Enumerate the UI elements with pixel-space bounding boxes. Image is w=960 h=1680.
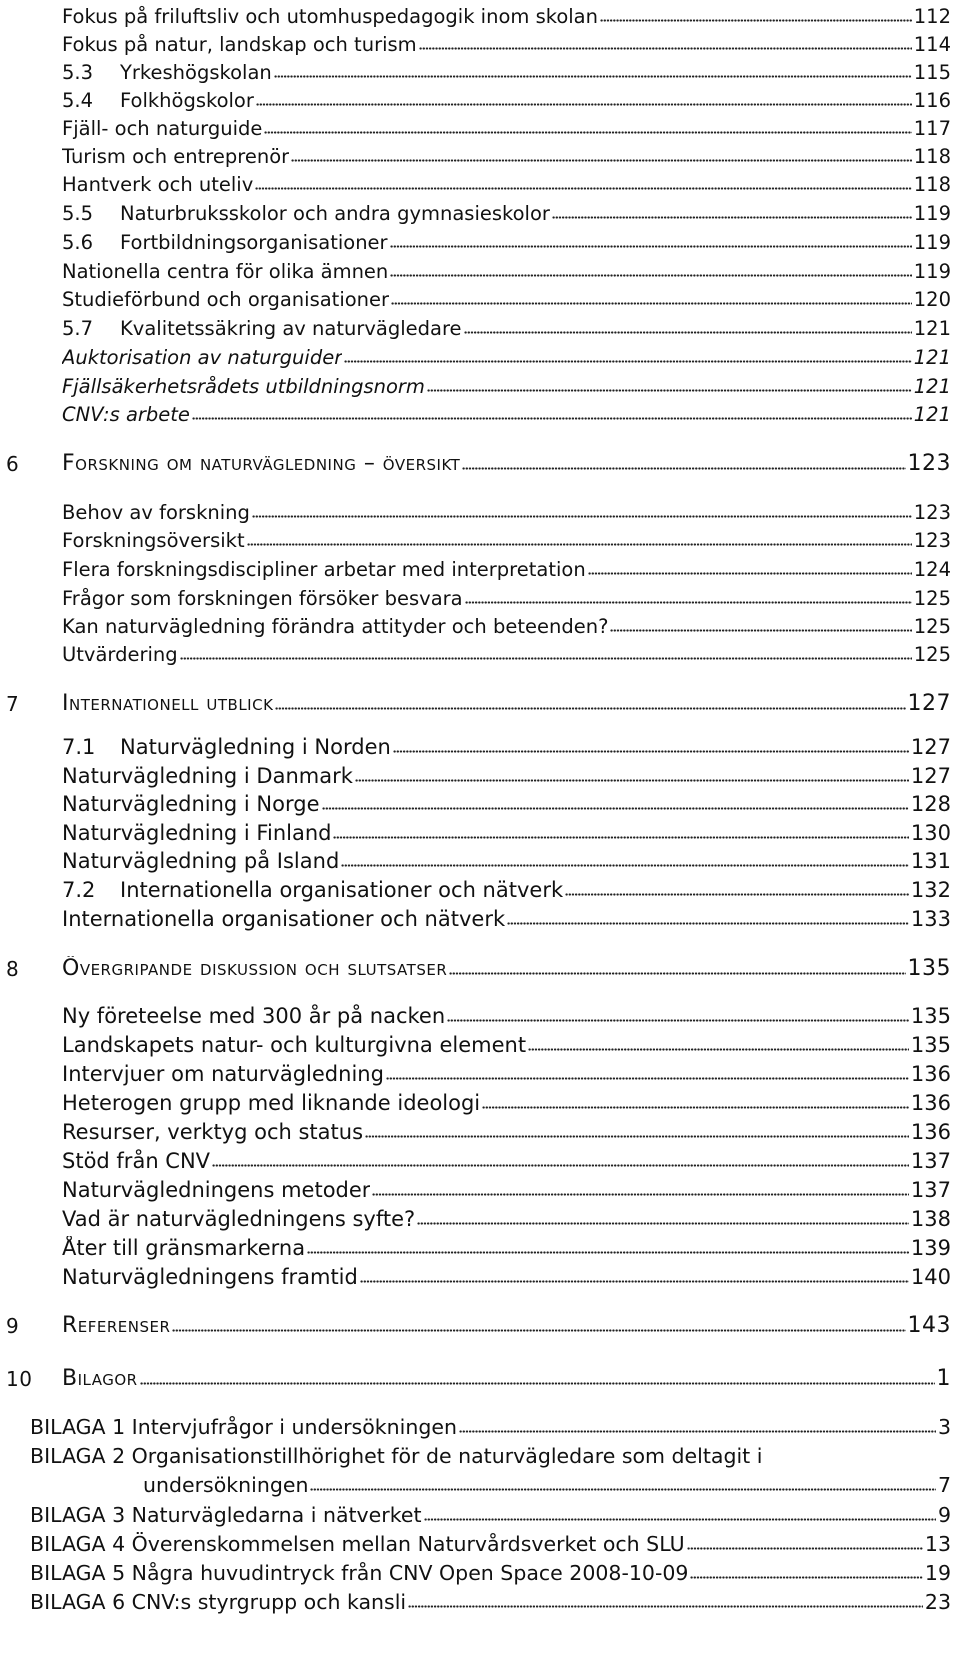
toc-entry-page: 131 (910, 849, 951, 873)
dot-leader (465, 601, 912, 604)
toc-entry-title: Naturvägledning i Danmark (62, 764, 353, 788)
toc-entry-leader (62, 1366, 937, 1395)
toc-entry-page: 125 (913, 643, 951, 666)
dot-leader (274, 75, 912, 78)
toc-entry-title: Yrkeshögskolan (120, 61, 272, 84)
toc-entry-page: 137 (910, 1149, 951, 1173)
toc-entry-leader (120, 878, 911, 906)
dot-leader (424, 1518, 936, 1521)
toc-entry-number: 7 (6, 692, 20, 716)
toc-entry-title: Folkhögskolor (120, 89, 254, 112)
toc-entry-page: 133 (910, 907, 951, 931)
toc-entry-page: 123 (913, 501, 951, 524)
toc-entry-number: 7.1 (62, 735, 96, 759)
toc-entry-number: 8 (6, 957, 20, 981)
toc-entry-title: Kan naturvägledning förändra attityder och beteenden? (62, 615, 609, 638)
toc-entry[interactable] (0, 197, 960, 229)
dot-leader (565, 893, 909, 896)
dot-leader (172, 1329, 905, 1332)
dot-leader (180, 657, 912, 660)
toc-entry-title: Ny företeelse med 300 år på nacken (62, 1004, 446, 1028)
toc-entry-title: Internationella organisationer och nätverk (62, 907, 506, 931)
toc-entry-page: 116 (913, 89, 951, 112)
toc-entry-leader (62, 558, 914, 585)
dot-leader (459, 1430, 936, 1433)
toc-entry[interactable] (0, 638, 960, 670)
toc-entry-title: Behov av forskning (62, 501, 250, 524)
toc-entry-page: 7 (937, 1473, 951, 1497)
toc-entry-title: Fjäll- och naturguide (62, 117, 263, 140)
toc-entry-leader (30, 1532, 925, 1560)
dot-leader (310, 1488, 936, 1491)
toc-entry-page: 130 (910, 821, 951, 845)
toc-entry-title: Turism och entreprenör (62, 145, 290, 168)
toc-entry-title: BILAGA 6 CNV:s styrgrupp och kansli (30, 1590, 407, 1614)
toc-entry-page: 121 (913, 346, 951, 369)
toc-entry-title: Resurser, verktyg och status (62, 1120, 364, 1144)
toc-entry-leader (62, 1178, 911, 1206)
toc-entry[interactable] (0, 168, 960, 200)
toc-entry[interactable] (0, 1087, 960, 1119)
toc-entry[interactable] (0, 1029, 960, 1061)
toc-entry-title: BILAGA 3 Naturvägledarna i nätverket (30, 1503, 422, 1527)
toc-entry-leader (62, 1236, 911, 1264)
toc-entry-page: 128 (910, 792, 951, 816)
toc-entry-title: Internationella organisationer och nätverk (120, 878, 564, 902)
toc-entry[interactable] (0, 1145, 960, 1177)
dot-leader (344, 360, 912, 363)
toc-entry-number: 5.7 (62, 317, 94, 340)
toc-entry-title: Bilagor (62, 1366, 138, 1391)
toc-entry[interactable] (0, 1499, 960, 1531)
toc-entry-leader (120, 202, 914, 229)
dot-leader (417, 1222, 909, 1225)
toc-entry-page: 139 (910, 1236, 951, 1260)
dot-leader (192, 417, 912, 420)
toc-entry-title: BILAGA 5 Några huvudintryck från CNV Open Space 2008-10-09 (30, 1561, 689, 1585)
toc-entry-number: 7.2 (62, 878, 96, 902)
toc-entry-leader (30, 1415, 938, 1443)
toc-entry-title: Naturvägledning i Norden (120, 735, 391, 759)
toc-entry-title: Forskningsöversikt (62, 529, 245, 552)
dot-leader (462, 467, 905, 470)
dot-leader (264, 131, 911, 134)
toc-entry-title: Vad är naturvägledningens syfte? (62, 1207, 416, 1231)
dot-leader (212, 1164, 909, 1167)
dot-leader (391, 302, 912, 305)
toc-entry-title: CNV:s arbete (62, 403, 190, 426)
toc-entry[interactable] (0, 1261, 960, 1293)
toc-entry[interactable] (0, 1469, 960, 1501)
toc-entry-leader (120, 735, 911, 763)
toc-entry[interactable] (0, 1310, 960, 1342)
dot-leader (386, 1077, 909, 1080)
toc-entry-title: Forskning om naturvägledning – översikt (62, 451, 461, 476)
toc-entry-page: 136 (910, 1120, 951, 1144)
toc-entry-leader (62, 792, 911, 820)
toc-entry[interactable] (0, 1557, 960, 1589)
toc-entry-number: 5.5 (62, 202, 94, 225)
toc-entry-page: 135 (907, 956, 951, 981)
dot-leader (255, 187, 912, 190)
toc-entry-page: 114 (913, 33, 951, 56)
toc-entry-leader (62, 907, 911, 935)
dot-leader (360, 1280, 909, 1283)
toc-entry-title: Stöd från CNV (62, 1149, 211, 1173)
toc-entry-page: 127 (910, 735, 951, 759)
toc-entry[interactable] (0, 1203, 960, 1235)
toc-entry[interactable] (0, 845, 960, 877)
toc-entry-page: 123 (913, 529, 951, 552)
toc-entry-leader (120, 231, 914, 258)
toc-entry-page: 19 (924, 1561, 951, 1585)
toc-entry[interactable] (0, 553, 960, 585)
toc-entry-number: 10 (6, 1367, 33, 1391)
toc-entry-page: 135 (910, 1033, 951, 1057)
dot-leader (256, 103, 912, 106)
dot-leader (588, 572, 912, 575)
toc-entry-leader (143, 1473, 938, 1501)
toc-entry-title: Auktorisation av naturguider (62, 346, 343, 369)
toc-entry-title: Fokus på natur, landskap och turism (62, 33, 417, 56)
dot-leader (333, 836, 908, 839)
toc-entry-number: 6 (6, 452, 20, 476)
dot-leader (600, 19, 912, 22)
toc-entry-page: 121 (913, 317, 951, 340)
toc-entry-leader (62, 173, 914, 200)
toc-entry-page: 118 (913, 173, 951, 196)
toc-entry-page: 125 (913, 615, 951, 638)
dot-leader (252, 515, 912, 518)
toc-entry-leader (62, 1033, 911, 1061)
dot-leader (365, 1135, 909, 1138)
dot-leader (341, 864, 909, 867)
toc-entry-page: 9 (937, 1503, 951, 1527)
toc-entry-leader (62, 1149, 911, 1177)
toc-entry-title: Fjällsäkerhetsrådets utbildningsnorm (62, 375, 425, 398)
toc-entry-number: 5.4 (62, 89, 94, 112)
toc-entry-leader (30, 1503, 938, 1531)
toc-entry-leader (30, 1444, 951, 1472)
toc-entry[interactable] (0, 1586, 960, 1618)
toc-entry-title: Naturvägledning i Norge (62, 792, 320, 816)
toc-entry-page: 135 (910, 1004, 951, 1028)
toc-entry-leader (62, 1062, 911, 1090)
toc-entry-number: 5.3 (62, 61, 94, 84)
toc-entry-title: Intervjuer om naturvägledning (62, 1062, 384, 1086)
dot-leader (390, 245, 912, 248)
toc-entry-leader (62, 1313, 908, 1342)
toc-entry-leader (62, 691, 908, 720)
toc-entry-page: 121 (913, 403, 951, 426)
dot-leader (322, 807, 909, 810)
toc-entry-title: BILAGA 1 Intervjufrågor i undersökningen (30, 1415, 457, 1439)
toc-entry-title: Naturvägledning på Island (62, 849, 340, 873)
dot-leader (390, 274, 911, 277)
dot-leader (552, 216, 912, 219)
toc-entry-leader (120, 317, 914, 344)
toc-entry-title: Referenser (62, 1313, 171, 1338)
toc-entry-page: 127 (907, 691, 951, 716)
toc-entry[interactable] (0, 1411, 960, 1443)
toc-entry[interactable] (0, 1363, 960, 1395)
toc-entry-page: 140 (910, 1265, 951, 1289)
toc-entry[interactable] (0, 283, 960, 315)
toc-entry-title: Heterogen grupp med liknande ideologi (62, 1091, 481, 1115)
toc-entry-title: Studieförbund och organisationer (62, 288, 390, 311)
toc-entry-leader (62, 1004, 911, 1032)
toc-entry-leader (30, 1590, 925, 1618)
toc-entry-title: Flera forskningsdiscipliner arbetar med interpretation (62, 558, 586, 581)
toc-entry-title: Frågor som forskningen försöker besvara (62, 587, 463, 610)
dot-leader (291, 159, 912, 162)
toc-entry-leader (62, 346, 914, 373)
dot-leader (140, 1382, 935, 1385)
dot-leader (464, 331, 912, 334)
toc-entry-title: BILAGA 2 Organisationstillhörighet för de naturvägledare som deltagit i (30, 1444, 763, 1468)
toc-entry-page: 1 (936, 1366, 951, 1391)
toc-entry[interactable] (0, 903, 960, 935)
dot-leader (419, 47, 912, 50)
toc-entry-page: 119 (913, 202, 951, 225)
toc-entry-page: 137 (910, 1178, 951, 1202)
toc-entry-title: Kvalitetssäkring av naturvägledare (120, 317, 462, 340)
toc-entry-page: 136 (910, 1062, 951, 1086)
toc-entry[interactable] (0, 1116, 960, 1148)
toc-entry-title: Hantverk och uteliv (62, 173, 254, 196)
toc-entry-page: 123 (907, 451, 951, 476)
toc-entry-title: BILAGA 4 Överenskommelsen mellan Naturvårdsverket och SLU (30, 1532, 685, 1556)
toc-entry-leader (62, 849, 911, 877)
toc-entry-title: Naturvägledningens metoder (62, 1178, 371, 1202)
toc-entry-leader (62, 1091, 911, 1119)
dot-leader (275, 707, 905, 710)
toc-entry-leader (62, 451, 908, 480)
dot-leader (449, 972, 905, 975)
toc-entry-page: 127 (910, 764, 951, 788)
toc-entry-leader (62, 1265, 911, 1293)
dot-leader (372, 1193, 908, 1196)
dot-leader (507, 922, 909, 925)
dot-leader (247, 543, 912, 546)
toc-entry[interactable] (0, 1440, 960, 1472)
toc-entry-page: 125 (913, 587, 951, 610)
dot-leader (528, 1048, 909, 1051)
toc-entry[interactable] (0, 448, 960, 480)
toc-entry-leader (62, 956, 908, 985)
toc-entry-leader (62, 403, 914, 430)
toc-entry[interactable] (0, 1058, 960, 1090)
dot-leader (690, 1576, 922, 1579)
toc-entry-page: 118 (913, 145, 951, 168)
toc-entry-leader (62, 1207, 911, 1235)
toc-entry[interactable] (0, 688, 960, 720)
dot-leader (427, 389, 912, 392)
toc-entry-leader (62, 1120, 911, 1148)
toc-entry[interactable] (0, 312, 960, 344)
toc-entry-page: 117 (913, 117, 951, 140)
toc-entry[interactable] (0, 1528, 960, 1560)
toc-entry[interactable] (0, 1232, 960, 1264)
toc-entry[interactable] (0, 731, 960, 763)
dot-leader (393, 750, 909, 753)
dot-leader (447, 1019, 909, 1022)
toc-entry-page: 132 (910, 878, 951, 902)
toc-entry-leader (62, 529, 914, 556)
toc-entry-title: Landskapets natur- och kulturgivna element (62, 1033, 527, 1057)
toc-entry-page: 120 (913, 288, 951, 311)
toc-entry[interactable] (0, 953, 960, 985)
toc-entry-title: Övergripande diskussion och slutsatser (62, 956, 448, 981)
toc-entry[interactable] (0, 398, 960, 430)
toc-entry-title: Naturvägledningens framtid (62, 1265, 358, 1289)
toc-entry-title: undersökningen (143, 1473, 309, 1497)
toc-entry[interactable] (0, 788, 960, 820)
toc-entry-title: Utvärdering (62, 643, 178, 666)
toc-entry[interactable] (0, 341, 960, 373)
dot-leader (307, 1251, 909, 1254)
dot-leader (687, 1547, 923, 1550)
toc-entry[interactable] (0, 1174, 960, 1206)
toc-entry-page: 136 (910, 1091, 951, 1115)
toc-entry-title: Internationell utblick (62, 691, 274, 716)
dot-leader (408, 1605, 923, 1608)
toc-entry-leader (30, 1561, 925, 1589)
toc-entry-page: 119 (913, 260, 951, 283)
toc-entry-page: 138 (910, 1207, 951, 1231)
toc-entry-page: 13 (924, 1532, 951, 1556)
toc-entry-title: Fokus på friluftsliv och utomhuspedagogik inom skolan (62, 5, 598, 28)
toc-entry[interactable] (0, 524, 960, 556)
toc-entry-leader (62, 288, 914, 315)
toc-entry[interactable] (0, 1000, 960, 1032)
toc-entry-page: 23 (924, 1590, 951, 1614)
dot-leader (355, 779, 909, 782)
toc-entry-leader (62, 643, 914, 670)
toc-entry-page: 115 (913, 61, 951, 84)
toc-entry-page: 119 (913, 231, 951, 254)
toc-entry-title: Naturvägledning i Finland (62, 821, 332, 845)
toc-entry-number: 9 (6, 1314, 20, 1338)
toc-entry-title: Nationella centra för olika ämnen (62, 260, 389, 283)
toc-entry-page: 124 (913, 558, 951, 581)
toc-entry-page: 3 (937, 1415, 951, 1439)
toc-entry[interactable] (0, 226, 960, 258)
toc-entry-number: 5.6 (62, 231, 94, 254)
dot-leader (610, 629, 911, 632)
toc-entry-title: Naturbruksskolor och andra gymnasieskolor (120, 202, 550, 225)
toc-entry-title: Åter till gränsmarkerna (62, 1236, 306, 1260)
toc-entry-title: Fortbildningsorganisationer (120, 231, 388, 254)
toc-entry-page: 143 (907, 1313, 951, 1338)
toc-entry-page: 121 (913, 375, 951, 398)
dot-leader (482, 1106, 909, 1109)
toc-entry[interactable] (0, 874, 960, 906)
toc-entry-page: 112 (913, 5, 951, 28)
